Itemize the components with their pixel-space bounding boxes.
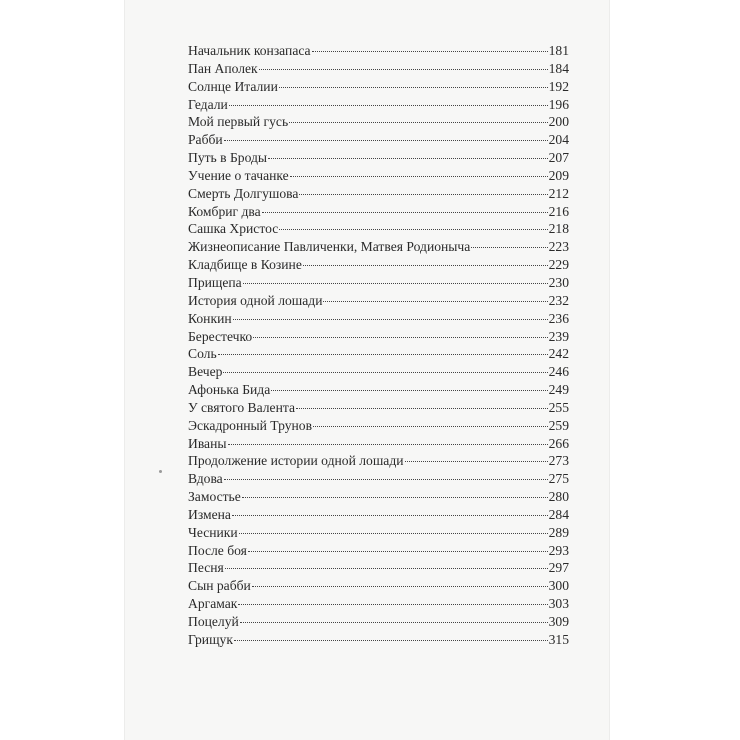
toc-entry-title: После боя: [188, 542, 247, 558]
dot-leader: [228, 444, 548, 445]
toc-entry-page: 280: [548, 489, 569, 505]
toc-entry: [188, 167, 569, 185]
toc-entry: [188, 524, 569, 542]
toc-entry-title: Солнце Италии: [188, 78, 278, 94]
dot-leader: [248, 551, 548, 552]
dot-leader: [296, 408, 548, 409]
dot-leader: [224, 479, 548, 480]
toc-entry-page: 275: [548, 471, 569, 487]
dot-leader: [271, 390, 547, 391]
toc-entry: [188, 613, 569, 631]
toc-entry-page: 259: [548, 417, 569, 433]
toc-entry-title: Продолжение истории одной лошади: [188, 453, 404, 469]
dot-leader: [290, 176, 548, 177]
toc-entry-title: Конкин: [188, 310, 232, 326]
toc-entry-title: Вдова: [188, 471, 223, 487]
dot-leader: [240, 622, 548, 623]
toc-entry-page: 246: [548, 364, 569, 380]
toc-entry-title: Начальник конзапаса: [188, 43, 311, 58]
toc-entry-title: Аргамак: [188, 596, 238, 612]
toc-entry-page: 289: [548, 524, 569, 540]
toc-entry: [188, 220, 569, 238]
dot-leader: [243, 283, 548, 284]
toc-entry-page: 196: [548, 96, 569, 112]
toc-entry: [188, 577, 569, 595]
toc-entry-page: 181: [548, 43, 569, 58]
toc-entry: [188, 417, 569, 435]
toc-entry: [188, 506, 569, 524]
toc-entry: [188, 328, 569, 346]
dot-leader: [471, 247, 547, 248]
toc-entry-title: У святого Валента: [188, 399, 295, 415]
toc-entry: [188, 542, 569, 560]
toc-entry: [188, 60, 569, 78]
toc-entry: [188, 310, 569, 328]
dot-leader: [259, 69, 548, 70]
toc-entry-title: Грищук: [188, 631, 233, 647]
toc-entry: [188, 292, 569, 310]
toc-entry-title: Афонька Бида: [188, 382, 271, 398]
toc-entry-title: Измена: [188, 506, 231, 522]
dot-leader: [279, 87, 548, 88]
dot-leader: [229, 105, 548, 106]
toc-entry-page: 204: [548, 132, 569, 148]
toc-entry-page: 207: [548, 150, 569, 166]
dot-leader: [262, 212, 548, 213]
toc-entry-page: 303: [548, 596, 569, 612]
toc-entry-page: 255: [548, 399, 569, 415]
toc-entry-page: 184: [548, 60, 569, 76]
dot-leader: [218, 354, 548, 355]
toc-entry: [188, 435, 569, 453]
toc-entry-page: 249: [548, 382, 569, 398]
toc-entry-page: 242: [548, 346, 569, 362]
toc-entry-title: Соль: [188, 346, 217, 362]
toc-entry-title: История одной лошади: [188, 292, 323, 308]
dot-leader: [242, 497, 548, 498]
toc-entry: [188, 238, 569, 256]
dot-leader: [279, 229, 547, 230]
toc-entry-page: 216: [548, 203, 569, 219]
toc-entry-title: Сын рабби: [188, 578, 251, 594]
toc-entry-page: 218: [548, 221, 569, 237]
dot-leader: [405, 461, 548, 462]
toc-entry-title: Иваны: [188, 435, 227, 451]
dot-leader: [299, 194, 547, 195]
toc-entry: [188, 42, 569, 60]
toc-entry: [188, 595, 569, 613]
toc-entry-title: Смерть Долгушова: [188, 185, 299, 201]
dot-leader: [303, 265, 548, 266]
toc-entry: [188, 203, 569, 221]
dot-leader: [253, 337, 547, 338]
dot-leader: [252, 586, 548, 587]
dot-leader: [323, 301, 547, 302]
toc-entry-page: 200: [548, 114, 569, 130]
toc-entry-title: Кладбище в Козине: [188, 257, 302, 273]
toc-entry-page: 239: [548, 328, 569, 344]
toc-entry: [188, 631, 569, 649]
toc-entry-title: Сашка Христос: [188, 221, 279, 237]
dot-leader: [232, 515, 548, 516]
toc-entry-page: 192: [548, 78, 569, 94]
dot-leader: [268, 158, 548, 159]
toc-entry: [188, 399, 569, 417]
toc-entry-page: 236: [548, 310, 569, 326]
toc-entry-page: 315: [548, 631, 569, 647]
toc-entry: [188, 559, 569, 577]
toc-entry: [188, 274, 569, 292]
dot-leader: [289, 122, 547, 123]
toc-entry-page: 300: [548, 578, 569, 594]
dot-leader: [238, 604, 547, 605]
toc-entry: [188, 488, 569, 506]
toc-entry-title: Комбриг два: [188, 203, 261, 219]
table-of-contents: [188, 42, 569, 649]
dot-leader: [225, 568, 548, 569]
toc-entry-page: 212: [548, 185, 569, 201]
toc-entry-title: Песня: [188, 560, 224, 576]
toc-entry-page: 297: [548, 560, 569, 576]
toc-entry-title: Путь в Броды: [188, 150, 268, 166]
toc-entry: [188, 470, 569, 488]
toc-entry: [188, 149, 569, 167]
toc-entry-page: 273: [548, 453, 569, 469]
toc-entry: [188, 131, 569, 149]
paper-speck: [159, 470, 162, 473]
toc-entry-title: Чесники: [188, 524, 238, 540]
toc-entry: [188, 113, 569, 131]
toc-entry-title: Учение о тачанке: [188, 167, 289, 183]
toc-entry: [188, 345, 569, 363]
toc-entry-page: 266: [548, 435, 569, 451]
toc-entry-title: Берестечко: [188, 328, 253, 344]
toc-entry-title: Вечер: [188, 364, 223, 380]
toc-entry-title: Замостье: [188, 489, 241, 505]
toc-entry-page: 229: [548, 257, 569, 273]
toc-entry-page: 209: [548, 167, 569, 183]
toc-entry-title: Поцелуй: [188, 614, 239, 629]
dot-leader: [233, 319, 548, 320]
toc-entry: [188, 185, 569, 203]
dot-leader: [224, 140, 548, 141]
toc-entry-page: 309: [548, 614, 569, 629]
dot-leader: [312, 51, 548, 52]
toc-entry-page: 293: [548, 542, 569, 558]
toc-entry-title: Пан Аполек: [188, 60, 258, 76]
toc-entry-title: Гедали: [188, 96, 228, 112]
toc-entry-title: Эскадронный Трунов: [188, 417, 312, 433]
dot-leader: [313, 426, 548, 427]
toc-entry: [188, 78, 569, 96]
toc-entry-title: Рабби: [188, 132, 223, 148]
toc-entry-page: 223: [548, 239, 569, 255]
toc-entry-page: 284: [548, 506, 569, 522]
toc-entry-page: 232: [548, 292, 569, 308]
toc-entry: [188, 381, 569, 399]
toc-entry: [188, 256, 569, 274]
toc-entry-title: Прищепа: [188, 274, 242, 290]
dot-leader: [234, 640, 548, 641]
toc-entry: [188, 452, 569, 470]
toc-entry-page: 230: [548, 274, 569, 290]
toc-entry: [188, 96, 569, 114]
dot-leader: [223, 372, 547, 373]
dot-leader: [239, 533, 548, 534]
toc-entry: [188, 363, 569, 381]
toc-entry-title: Мой первый гусь: [188, 114, 289, 130]
toc-entry-title: Жизнеописание Павличенки, Матвея Родионыча: [188, 239, 471, 255]
